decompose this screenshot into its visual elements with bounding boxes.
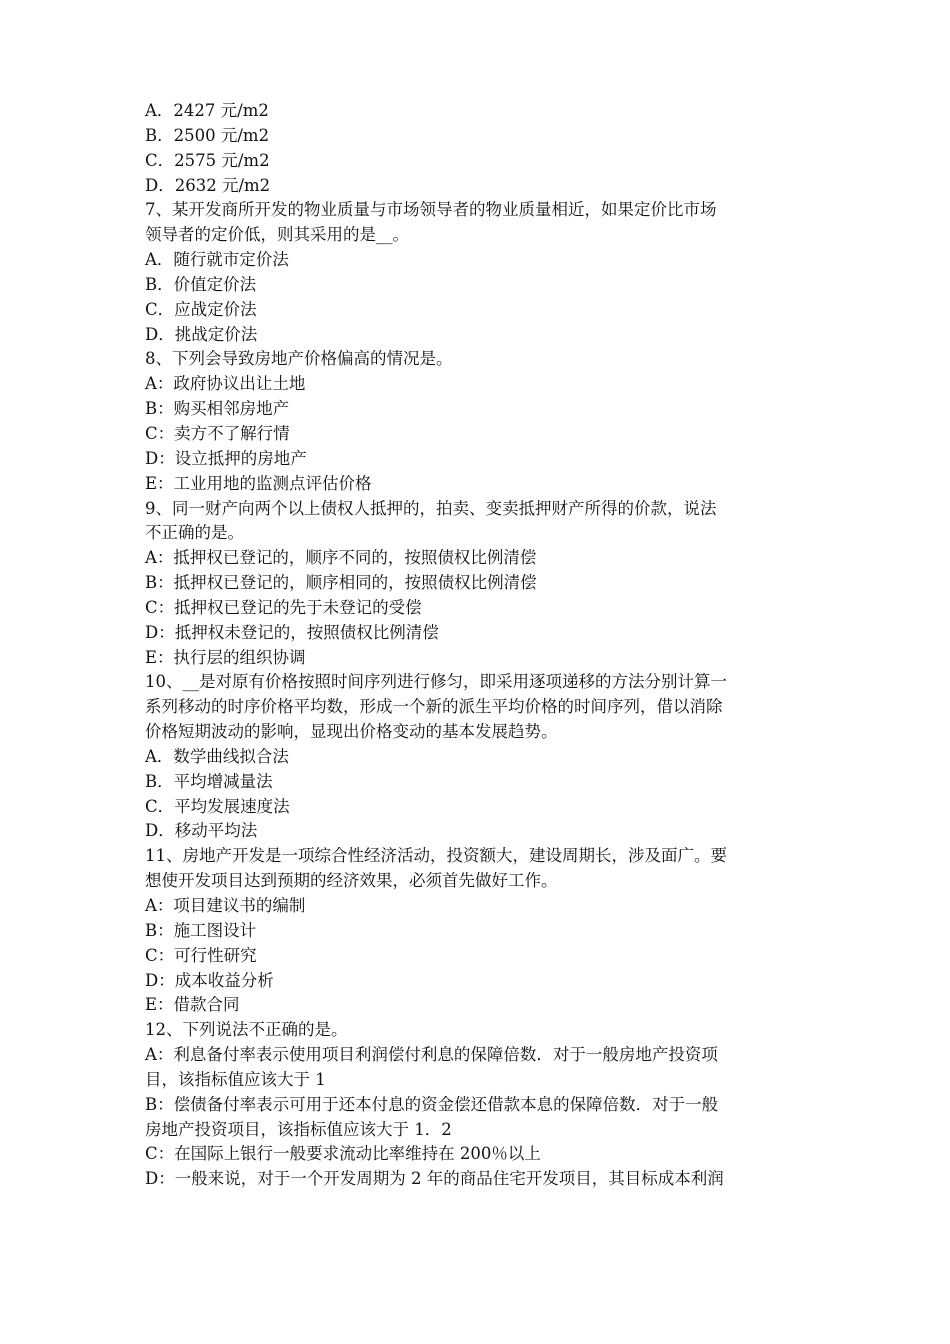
text-line: E：工业用地的监测点评估价格: [145, 473, 372, 493]
text-line: C：可行性研究: [145, 945, 257, 965]
text-line: B：购买相邻房地产: [145, 399, 290, 419]
text-line: C．平均发展速度法: [145, 796, 290, 816]
text-line: C．2575 元/m2: [145, 150, 270, 170]
text-line: C：卖方不了解行情: [145, 423, 290, 443]
text-line: 房地产投资项目，该指标值应该大于 1．2: [145, 1119, 452, 1139]
text-line: D：一般来说，对于一个开发周期为 2 年的商品住宅开发项目，其目标成本利润: [145, 1169, 724, 1189]
text-line: A．随行就市定价法: [145, 250, 289, 270]
text-line: 系列移动的时序价格平均数，形成一个新的派生平均价格的时间序列，借以消除: [145, 697, 723, 717]
text-line: A：利息备付率表示使用项目利润偿付利息的保障倍数．对于一般房地产投资项: [145, 1045, 718, 1065]
text-line: C：在国际上银行一般要求流动比率维持在 200％以上: [145, 1144, 541, 1164]
text-line: 价格短期波动的影响，显现出价格变动的基本发展趋势。: [145, 722, 558, 742]
text-line: A．数学曲线拟合法: [145, 746, 289, 766]
text-line: 不正确的是。: [145, 523, 244, 543]
text-line: D：抵押权未登记的，按照债权比例清偿: [145, 622, 439, 642]
text-line: A：政府协议出让土地: [145, 374, 306, 394]
text-line: B．价值定价法: [145, 274, 257, 294]
text-line: 想使开发项目达到预期的经济效果，必须首先做好工作。: [145, 871, 558, 891]
text-line: D：成本收益分析: [145, 970, 274, 990]
text-line: C：抵押权已登记的先于未登记的受偿: [145, 597, 422, 617]
text-line: A：项目建议书的编制: [145, 896, 306, 915]
text-line: D．2632 元/m2: [145, 175, 271, 195]
text-line: C．应战定价法: [145, 299, 257, 319]
text-line: D．挑战定价法: [145, 324, 258, 344]
text-line: E：借款合同: [145, 995, 240, 1015]
text-line: 10、__是对原有价格按照时间序列进行修匀，即采用逐项递移的方法分别计算一: [145, 672, 727, 692]
text-line: B．2500 元/m2: [145, 125, 270, 145]
text-line: A．2427 元/m2: [145, 101, 269, 120]
text-line: 8、下列会导致房地产价格偏高的情况是。: [145, 349, 453, 369]
text-line: 目，该指标值应该大于 1: [145, 1069, 326, 1089]
text-line: 7、某开发商所开发的物业质量与市场领导者的物业质量相近，如果定价比市场: [145, 200, 717, 220]
text-line: B．平均增减量法: [145, 771, 273, 791]
text-line: D：设立抵押的房地产: [145, 448, 307, 468]
document-page: [145, 99, 817, 1192]
text-line: B：偿债备付率表示可用于还本付息的资金偿还借款本息的保障倍数．对于一般: [145, 1094, 719, 1114]
text-line: 11、房地产开发是一项综合性经济活动，投资额大，建设周期长，涉及面广。要: [145, 846, 727, 866]
text-line: 12、下列说法不正确的是。: [145, 1020, 348, 1040]
text-line: 领导者的定价低，则其采用的是__。: [145, 225, 409, 245]
text-line: D．移动平均法: [145, 821, 258, 841]
text-line: B：抵押权已登记的，顺序相同的，按照债权比例清偿: [145, 573, 537, 593]
text-line: 9、同一财产向两个以上债权人抵押的，拍卖、变卖抵押财产所得的价款，说法: [145, 498, 717, 518]
text-line: B：施工图设计: [145, 920, 257, 940]
text-line: E：执行层的组织协调: [145, 647, 306, 667]
text-line: A：抵押权已登记的，顺序不同的，按照债权比例清偿: [145, 548, 537, 568]
